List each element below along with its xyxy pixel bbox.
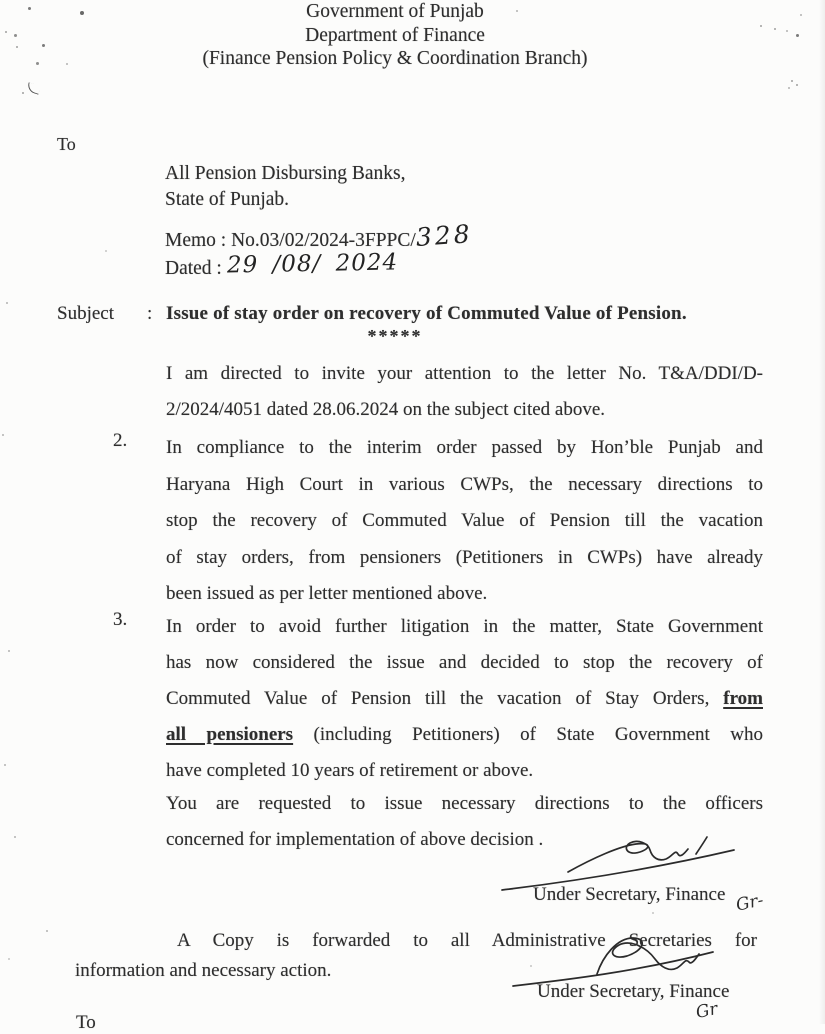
memo-number-line [165, 219, 474, 254]
scan-speck [800, 14, 802, 16]
scan-speck [14, 836, 16, 838]
paragraph-intro [166, 356, 763, 428]
subject-text: Issue of stay order on recovery of Commuted Value of Pension. [166, 303, 687, 324]
paragraph-2-number: 2. [113, 430, 128, 451]
bottom-cutoff-to: To [76, 1012, 96, 1033]
scan-speck [46, 930, 48, 932]
letterhead-branch: (Finance Pension Policy & Coordination Branch) [202, 48, 588, 69]
copy-note-line2: information and necessary action. [75, 960, 332, 981]
copy-note-line1: A Copy is forwarded to all Administrative Secretaries for [177, 930, 757, 951]
letterhead-department: Department of Finance [305, 24, 485, 46]
scan-mark-curl [26, 82, 41, 95]
paragraph-3-line: have completed 10 years of retirement or above. [166, 760, 534, 781]
memo-date-handwritten: 29 /08/ 2024 [226, 249, 399, 279]
signature-initials-2: Gr [694, 998, 720, 1024]
scan-speck [6, 302, 8, 304]
closing-line: You are requested to issue necessary directions to the officers [166, 793, 763, 814]
memo-number-label: Memo : No.03/02/2024-3FPPC/ [165, 230, 416, 251]
paragraph-3-line [166, 681, 763, 717]
addressee-line1: All Pension Disbursing Banks, [165, 163, 406, 184]
scan-speck [105, 250, 107, 252]
scan-speck [788, 87, 790, 89]
paragraph-3-line3-plain: Commuted Value of Pension till the vacation of Stay Orders, [166, 688, 724, 709]
paragraph-3-line: In order to avoid further litigation in the matter, State Government [166, 616, 763, 637]
memo-block [165, 219, 474, 282]
subject-colon: : [147, 303, 153, 324]
subject-separator-stars: ***** [367, 326, 423, 346]
intro-line: I am directed to invite your attention to the letter No. T&A/DDI/D- [166, 363, 763, 384]
scan-speck [2, 434, 4, 436]
scan-speck [796, 34, 799, 37]
scan-speck [796, 84, 798, 86]
paragraph-3 [166, 609, 763, 789]
paragraph-3-line4-plain: (including Petitioners) of State Government who [293, 724, 763, 745]
addressee-line2: State of Punjab. [165, 188, 290, 210]
paragraph-2-line: stop the recovery of Commuted Value of Pension till the vacation [166, 510, 763, 531]
signatory-title-1: Under Secretary, Finance [533, 884, 726, 905]
intro-line: 2/2024/4051 dated 28.06.2024 on the subject cited above. [166, 399, 606, 420]
memo-date-line [165, 249, 473, 282]
scan-edge-shadow [819, 0, 825, 1024]
paragraph-2 [166, 430, 763, 613]
scan-speck [4, 764, 6, 766]
signature-initials-1: Gr- [734, 890, 766, 916]
memo-dated-label: Dated : [165, 258, 222, 279]
scan-speck [8, 650, 10, 652]
paragraph-3-emphasis-from: from [723, 688, 763, 709]
paragraph-2-line: been issued as per letter mentioned above. [166, 583, 488, 604]
paragraph-2-line: In compliance to the interim order passed by Hon’ble Punjab and [166, 437, 763, 458]
scan-speck [22, 92, 24, 94]
signatory-title-2: Under Secretary, Finance [537, 981, 730, 1002]
addressee-block [165, 161, 406, 212]
paragraph-3-line: has now considered the issue and decided to stop the recovery of [166, 652, 763, 673]
paragraph-2-line: of stay orders, from pensioners (Petitioners in CWPs) have already [166, 546, 763, 568]
paragraph-3-number: 3. [113, 609, 128, 630]
closing-line: concerned for implementation of above decision . [166, 829, 544, 850]
memo-number-handwritten: 328 [414, 219, 474, 252]
scan-speck [8, 958, 10, 960]
scan-speck [652, 912, 654, 914]
paragraph-3-line [166, 717, 763, 753]
subject-label: Subject [57, 303, 114, 324]
letterhead-government: Government of Punjab [306, 1, 484, 22]
scan-speck [791, 80, 793, 82]
salutation-to: To [57, 134, 76, 154]
paragraph-3-emphasis-all-pensioners: all pensioners [166, 724, 294, 745]
paragraph-2-line: Haryana High Court in various CWPs, the necessary directions to [166, 473, 763, 495]
letterhead [0, 0, 790, 71]
